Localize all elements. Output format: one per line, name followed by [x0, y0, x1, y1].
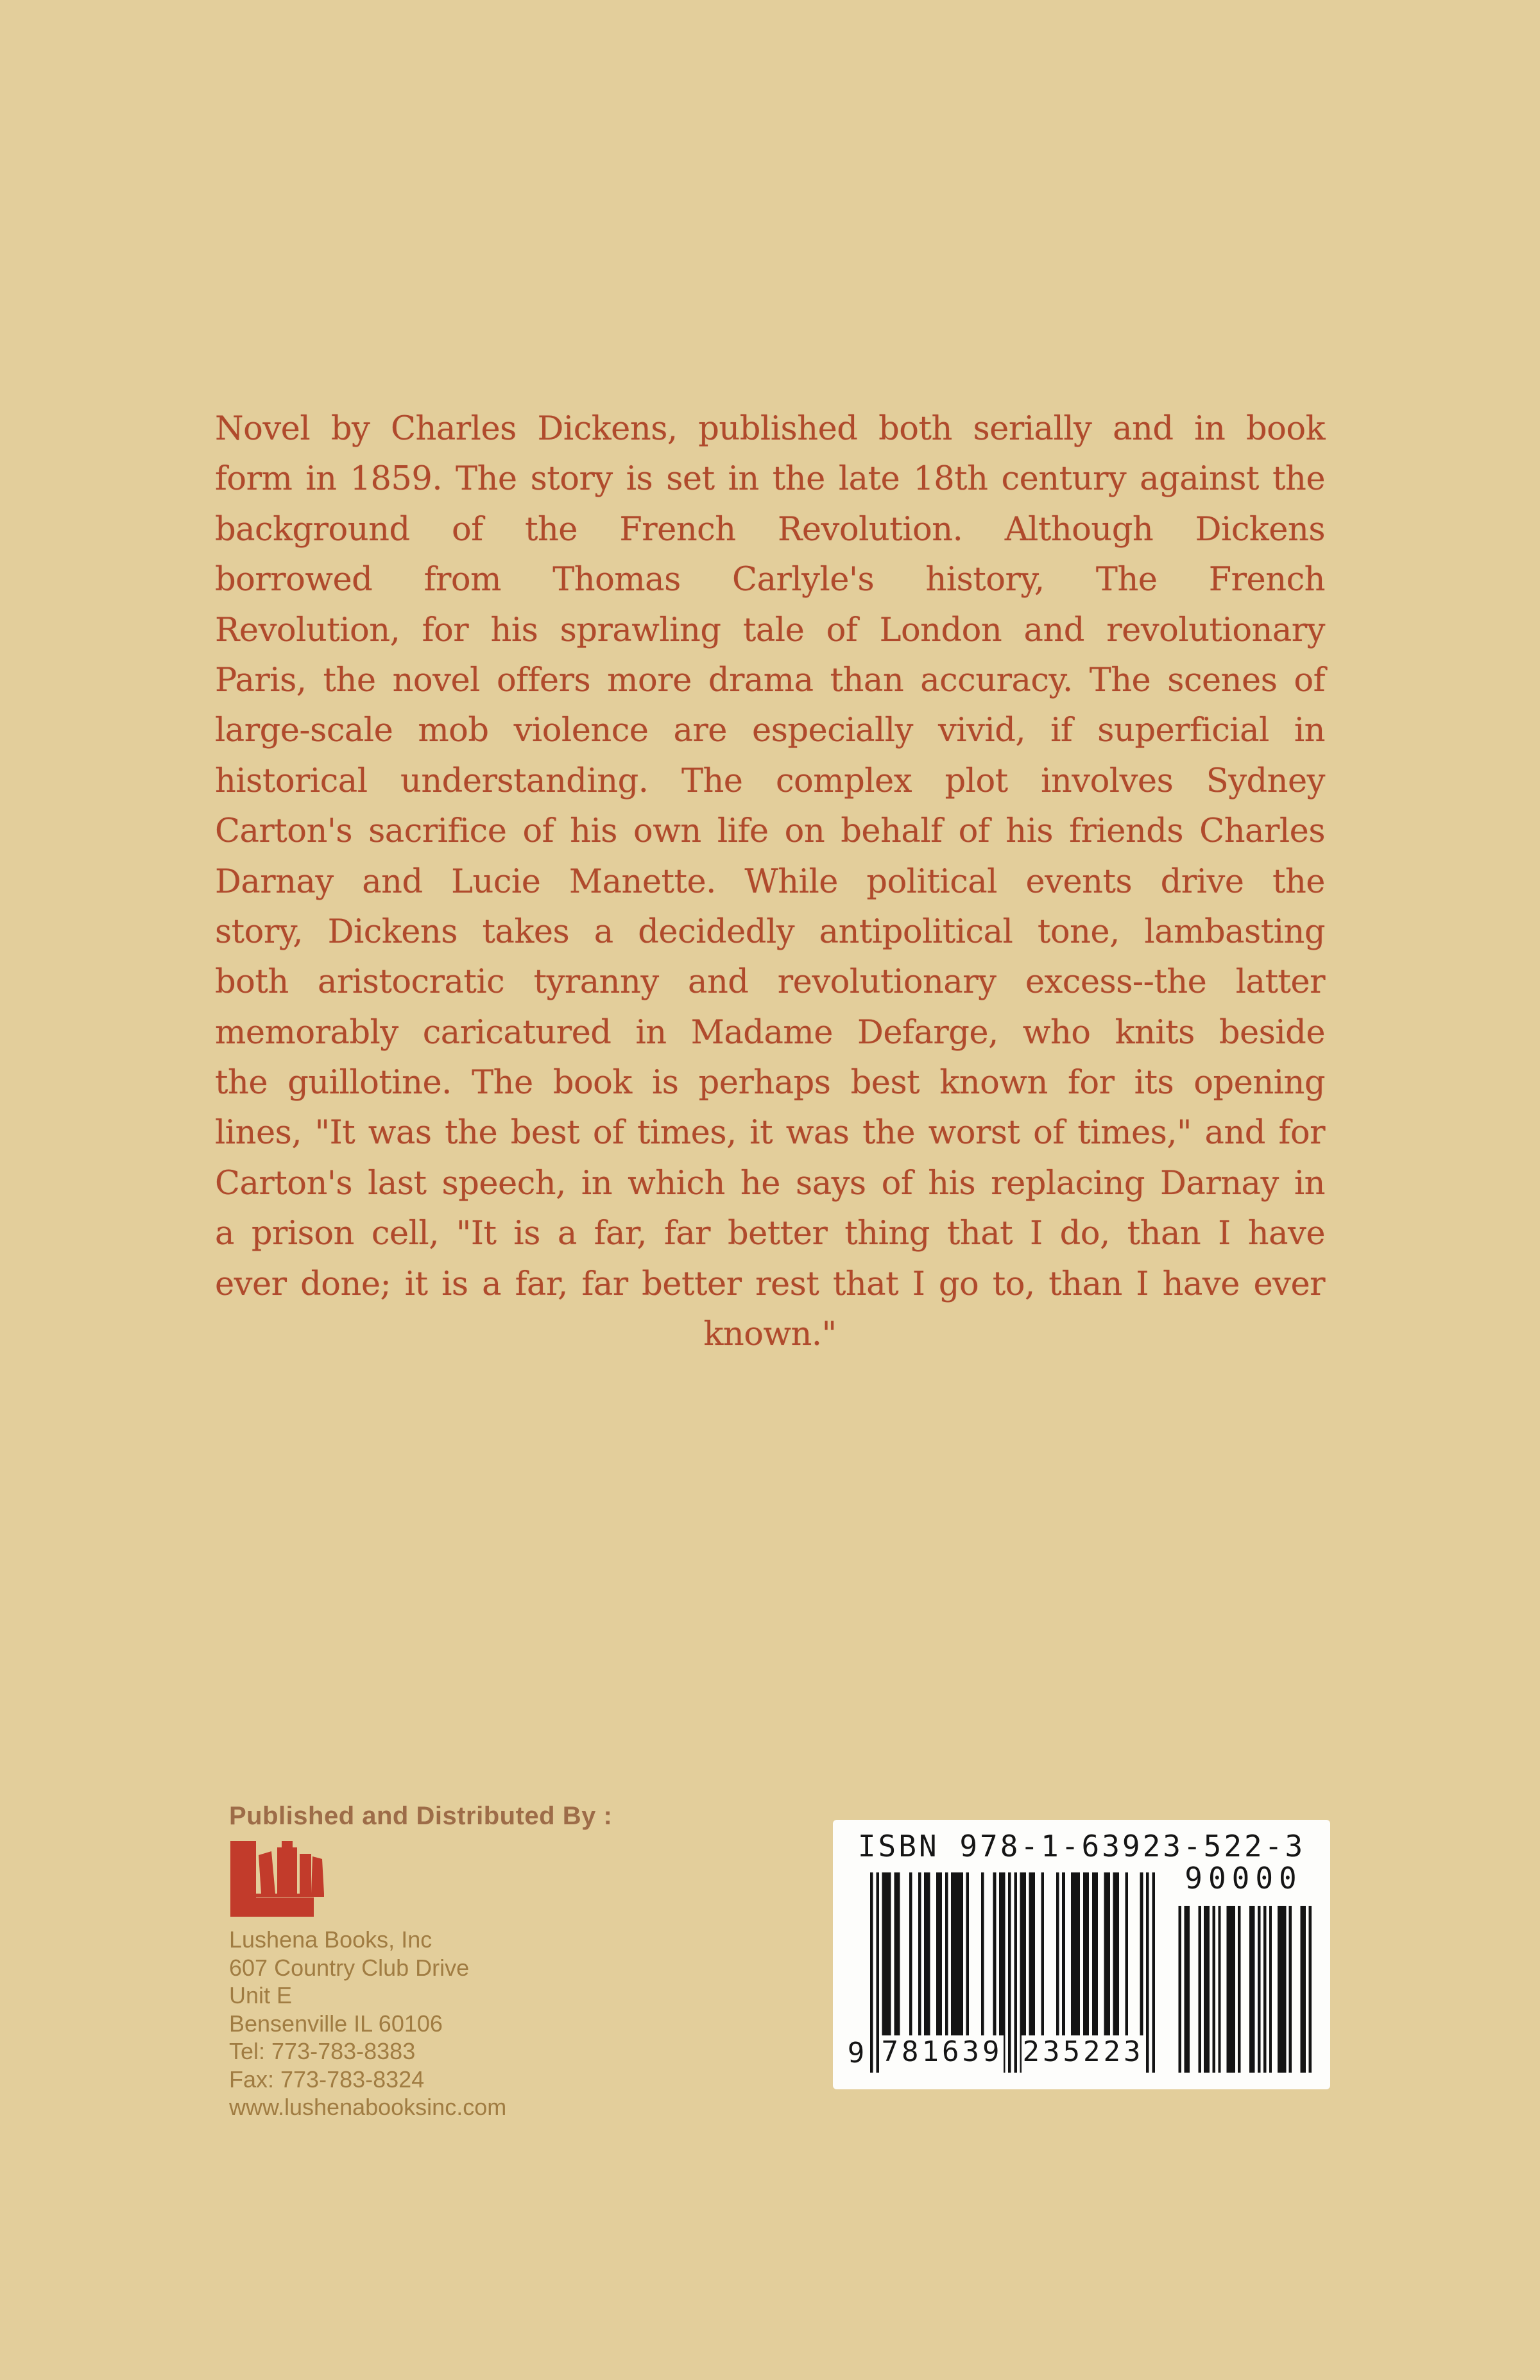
description-line: lines, "It was the best of times, it was the worst of times," and for — [215, 1114, 1325, 1152]
description-line: both aristocratic tyranny and revolutionary excess--the latter — [215, 963, 1325, 1002]
publisher-address — [229, 1926, 807, 2121]
book-description — [215, 404, 1325, 1360]
description-line: ever done; it is a far, far better rest that I go to, than I have ever — [215, 1265, 1325, 1303]
description-line: known." — [703, 1315, 837, 1354]
description-line: Darnay and Lucie Manette. While political events drive the — [215, 862, 1325, 901]
ean13-right-digits: 235223 — [1022, 2035, 1145, 2073]
description-line: background of the French Revolution. Although Dickens — [215, 510, 1325, 549]
description-line: form in 1859. The story is set in the late 18th century against the — [215, 460, 1325, 499]
description-line: memorably caricatured in Madame Defarge, who knits beside — [215, 1013, 1325, 1052]
ean13-left-digits: 781639 — [880, 2035, 1004, 2073]
description-line: story, Dickens takes a decidedly antipolitical tone, lambasting — [215, 912, 1325, 951]
description-line: the guillotine. The book is perhaps best known for its opening — [215, 1064, 1325, 1102]
description-line: Carton's sacrifice of his own life on behalf of his friends Charles — [215, 812, 1325, 851]
description-line: borrowed from Thomas Carlyle's history, The French — [215, 561, 1325, 599]
description-line: large-scale mob violence are especially vivid, if superficial in — [215, 712, 1325, 750]
phone-number: Tel: 773-783-8383 — [229, 2038, 416, 2064]
lushena-books-logo-icon — [230, 1841, 324, 1917]
description-line: historical understanding. The complex plot involves Sydney — [215, 762, 1325, 800]
description-line: Paris, the novel offers more drama than accuracy. The scenes of — [215, 661, 1325, 699]
isbn-number: ISBN 978-1-63923-522-3 — [857, 1829, 1306, 1863]
fax-number: Fax: 773-783-8324 — [229, 2066, 425, 2093]
address-street: 607 Country Club Drive — [229, 1954, 470, 1981]
address-unit: Unit E — [229, 1982, 293, 2008]
ean13-lead-digit: 9 — [847, 2037, 865, 2069]
description-line: Revolution, for his sprawling tale of London and revolutionary — [215, 611, 1325, 649]
address-city: Bensenville IL 60106 — [229, 2010, 443, 2037]
website-url: www.lushenabooksinc.com — [229, 2094, 507, 2120]
description-line: Carton's last speech, in which he says of his replacing Darnay in — [215, 1164, 1325, 1203]
publisher-name: Lushena Books, Inc — [229, 1926, 432, 1953]
description-line: a prison cell, "It is a far, far better thing that I do, than I have — [215, 1215, 1325, 1253]
price-supplement-number: 90000 — [1185, 1861, 1303, 1896]
publisher-block — [229, 1802, 807, 2121]
publisher-heading: Published and Distributed By : — [229, 1802, 613, 1830]
description-line: Novel by Charles Dickens, published both serially and in book — [215, 410, 1325, 448]
ean5-supplement-barcode-icon — [1176, 1906, 1312, 2073]
isbn-barcode-label — [833, 1820, 1330, 2089]
